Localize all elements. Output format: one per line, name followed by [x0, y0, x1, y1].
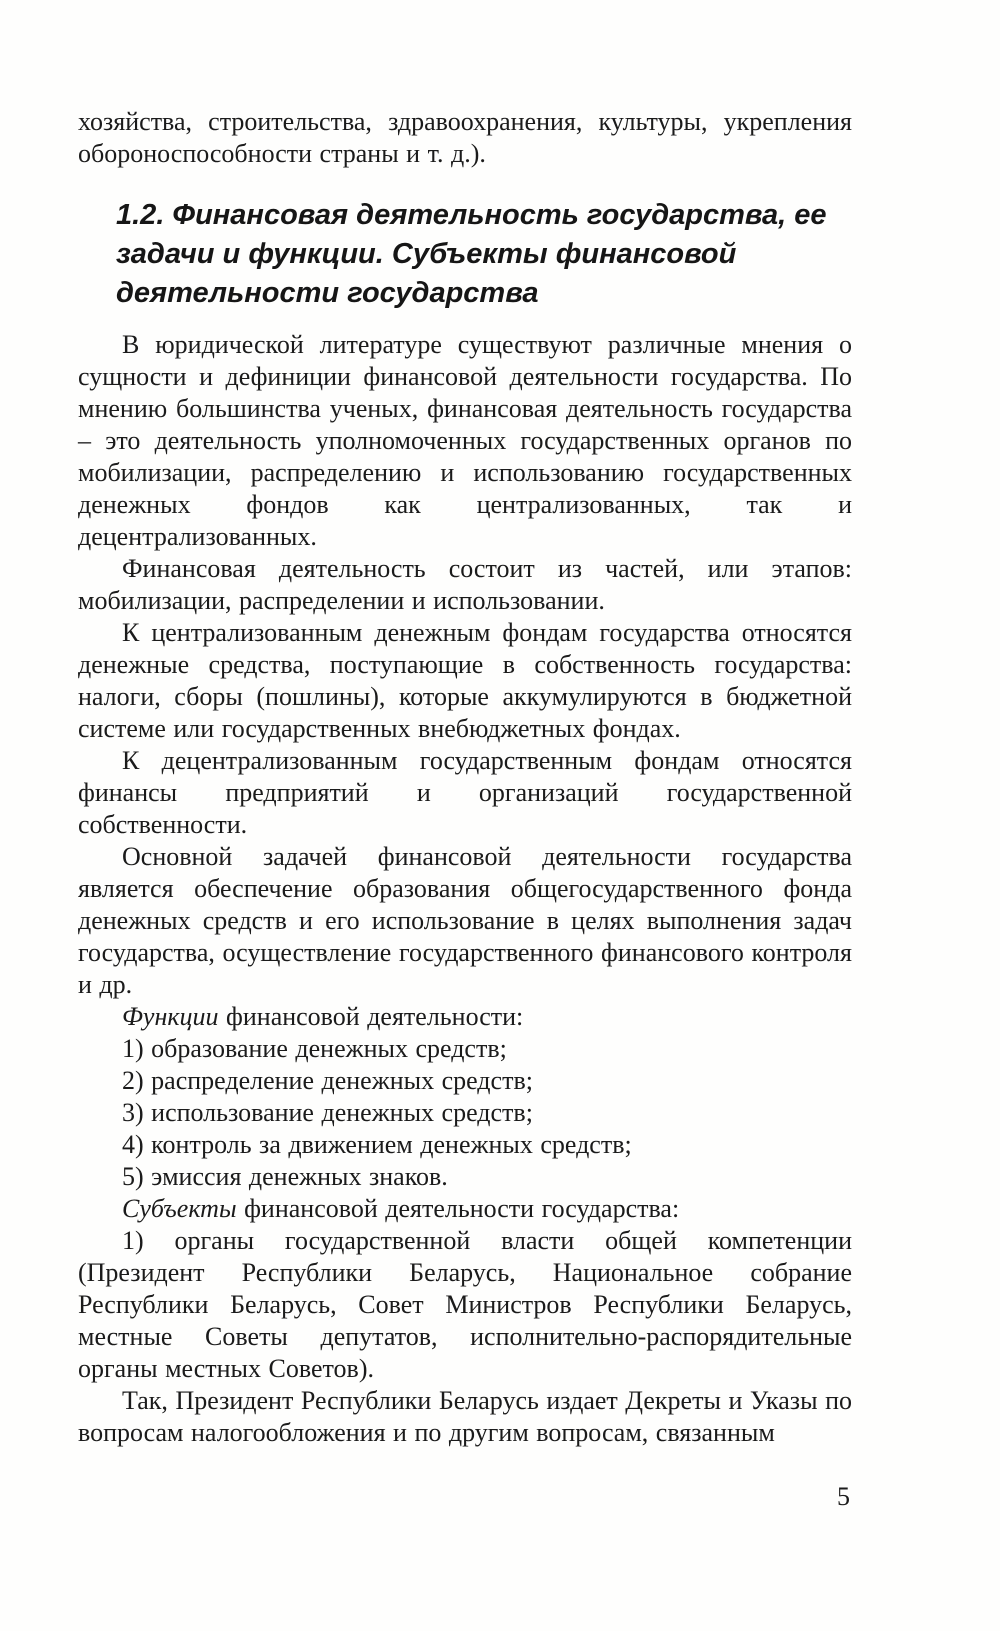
page-number: 5 — [837, 1482, 850, 1511]
functions-item-4: 4) контроль за движением денежных средств; — [122, 1130, 632, 1159]
functions-intro-text: финансовой деятельности: — [218, 1002, 524, 1031]
paragraph-main-task: Основной задачей финансовой деятельности государства является обеспечение образования общегосударственного фонда денежных средств и его использование в целях выполнения задач государства, осуществление государственного финансового контроля и др. — [78, 842, 852, 999]
continuation-paragraph: хозяйства, строительства, здравоохранения, культуры, укрепления обороноспособности страны и т. д.). — [78, 107, 852, 168]
closing-paragraph: Так, Президент Республики Беларусь издает Декреты и Указы по вопросам налогообложения и по другим вопросам, связанным — [78, 1386, 852, 1447]
subjects-intro — [78, 1193, 852, 1225]
paragraph-definition: В юридической литературе существуют различные мнения о сущности и дефиниции финансовой деятельности государства. По мнению большинства ученых, финансовая деятельность государства – это деятельность уполномоченных государственных органов по мобилизации, распределению и использованию государственных денежных фондов как централизованных, так и децентрализованных. — [78, 330, 852, 551]
paragraph-decentralized-funds: К децентрализованным государственным фондам относятся финансы предприятий и организаций государственной собственности. — [78, 746, 852, 839]
functions-lead-word: Функции — [122, 1002, 219, 1031]
functions-item-5: 5) эмиссия денежных знаков. — [122, 1162, 448, 1191]
paragraph-stages: Финансовая деятельность состоит из частей, или этапов: мобилизации, распределении и использовании. — [78, 554, 852, 615]
functions-item-1: 1) образование денежных средств; — [122, 1034, 507, 1063]
functions-item-2: 2) распределение денежных средств; — [122, 1066, 533, 1095]
section-heading: 1.2. Финансовая деятельность государства, ее задачи и функции. Субъекты финансовой деятельности государства — [116, 199, 827, 309]
functions-intro — [78, 1001, 852, 1033]
subjects-lead-word: Субъекты — [122, 1194, 237, 1223]
paragraph-centralized-funds: К централизованным денежным фондам государства относятся денежные средства, поступающие в собственность государства: налоги, сборы (пошлины), которые аккумулируются в бюджетной системе или государственных внебюджетных фондах. — [78, 618, 852, 743]
subjects-intro-text: финансовой деятельности государства: — [236, 1194, 680, 1223]
subjects-item-1: 1) органы государственной власти общей компетенции (Президент Республики Беларусь, Национальное собрание Республики Беларусь, Совет Министров Республики Беларусь, местные Советы депутатов, исполнительно-распорядительные органы местных Советов). — [78, 1226, 852, 1383]
functions-item-3: 3) использование денежных средств; — [122, 1098, 533, 1127]
